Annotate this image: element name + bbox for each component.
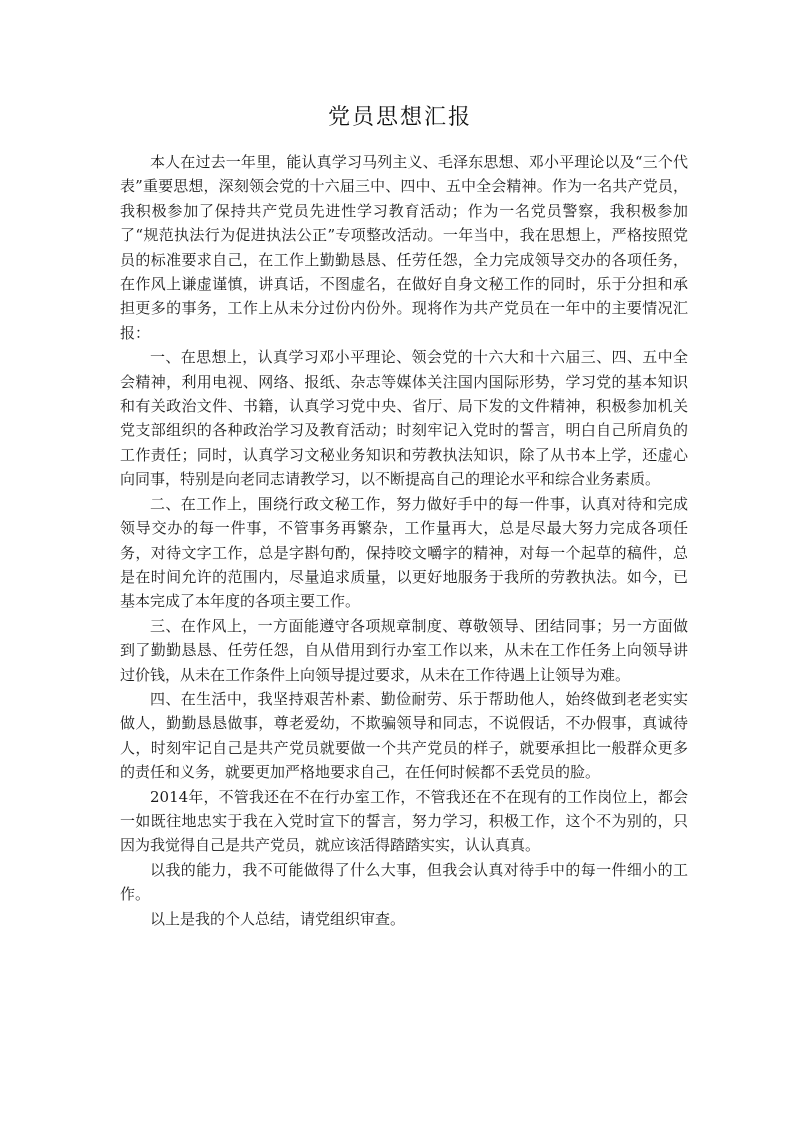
document-title: 党员思想汇报 — [327, 105, 472, 130]
paragraph-intro: 本人在过去一年里，能认真学习马列主义、毛泽东思想、邓小平理论以及“三个代表”重要思想，深刻领会党的十六届三中、四中、五中全会精神。作为一名共产党员，我积极参加了保持共产党员先进性学习教育活动；作为一名党员警察，我积极参加了“规范执法行为促进执法公正”专项整改活动。一年当中，我在思想上，严格按照党员的标准要求自己，在工作上勤勤恳恳、任劳任怨，全力完成领导交办的各项任务，在作风上谦虚谨慎，讲真话，不图虚名，在做好自身文秘工作的同时，乐于分担和承担更多的事务，工作上从未分过份内份外。现将作为共产党员在一年中的主要情况汇报： — [120, 153, 688, 342]
paragraph-closing: 以上是我的个人总结，请党组织审查。 — [150, 909, 406, 928]
paragraph-ability: 以我的能力，我不可能做得了什么大事，但我会认真对待手中的每一件细小的工作。 — [120, 860, 688, 904]
paragraph-work: 二、在工作上，围绕行政文秘工作，努力做好手中的每一件事，认真对待和完成领导交办的每一件事，不管事务再繁杂，工作量再大，总是尽最大努力完成各项任务，对待文字工作，总是字斟句酌，保持咬文嚼字的精神，对每一个起草的稿件，总是在时间允许的范围内，尽量追求质量，以更好地服务于我所的劳教执法。如今，已基本完成了本年度的各项主要工作。 — [120, 494, 688, 611]
document-body — [120, 150, 688, 931]
paragraph-style: 三、在作风上，一方面能遵守各项规章制度、尊敬领导、团结同事；另一方面做到了勤勤恳恳、任劳任怨，自从借用到行办室工作以来，从未在工作任务上向领导讲过价钱，从未在工作条件上向领导提过要求，从未在工作待遇上让领导为难。 — [120, 616, 688, 684]
paragraph-life: 四、在生活中，我坚持艰苦朴素、勤俭耐劳、乐于帮助他人，始终做到老老实实做人，勤勤恳恳做事，尊老爱幼，不欺骗领导和同志，不说假话，不办假事，真诚待人，时刻牢记自己是共产党员就要做一个共产党员的样子，就要承担比一般群众更多的责任和义务，就要更加严格地要求自己，在任何时候都不丢党员的脸。 — [120, 689, 688, 782]
paragraph-thought: 一、在思想上，认真学习邓小平理论、领会党的十六大和十六届三、四、五中全会精神，利用电视、网络、报纸、杂志等媒体关注国内国际形势，学习党的基本知识和有关政治文件、书籍，认真学习党中央、省厅、局下发的文件精神，积极参加机关党支部组织的各种政治学习及教育活动；时刻牢记入党时的誓言，明白自己所肩负的工作责任；同时，认真学习文秘业务知识和劳教执法知识，除了从书本上学，还虚心向同事，特别是向老同志请教学习，以不断提高自己的理论水平和综合业务素质。 — [120, 348, 688, 489]
paragraph-2014: 2014年，不管我还在不在行办室工作，不管我还在不在现有的工作岗位上，都会一如既往地忠实于我在入党时宣下的誓言，努力学习，积极工作，这个不为别的，只因为我觉得自己是共产党员，就应该活得踏踏实实，认认真真。 — [120, 787, 688, 855]
